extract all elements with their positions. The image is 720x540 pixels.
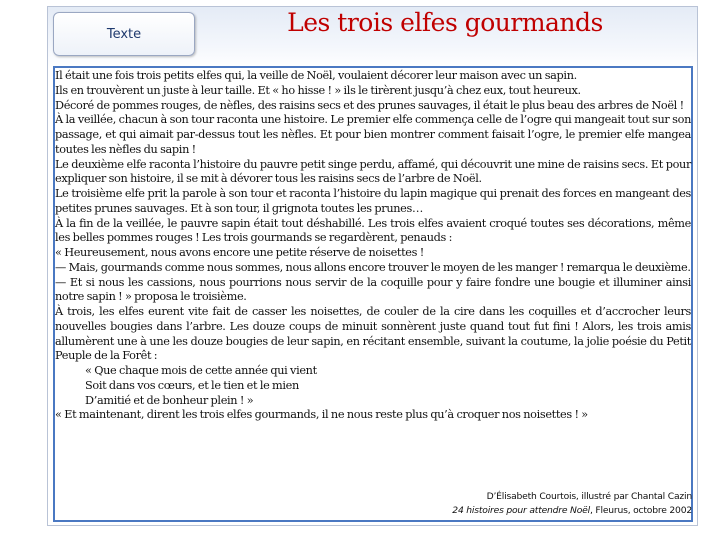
credit-publisher: , Fleurus, octobre 2002 <box>589 505 692 516</box>
paragraph: — Et si nous les cassions, nous pourrions nous servir de la coquille pour y faire fondre une bougie et illuminer ainsi notre sapin ! » proposa le troisième. <box>55 275 691 304</box>
poem-line: « Que chaque mois de cette année qui vient <box>85 364 317 377</box>
texte-tab[interactable]: Texte <box>53 12 195 56</box>
credit-author: D’Élisabeth Courtois, illustré par Chantal Cazin <box>486 491 692 502</box>
paragraph: Le troisième elfe prit la parole à son tour et raconta l’histoire du lapin magique qui prenait des forces en mangeant des petites prunes sauvages. Et à son tour, il grignota toutes les prunes… <box>55 187 691 215</box>
poem-line: D’amitié et de bonheur plein ! » <box>85 393 254 407</box>
page-title: Les trois elfes gourmands <box>287 8 603 37</box>
paragraph: À la veillée, chacun à son tour raconta une histoire. Le premier elfe commença celle de l’ogre qui mangeait tout sur son passage, et qui aimait par-dessus tout les nèfles. Et pour bien montrer comment faisait l’ogre, le premier elfe mangea toutes les nèfles du sapin ! <box>55 113 691 156</box>
paragraph: Le deuxième elfe raconta l’histoire du pauvre petit singe perdu, affamé, qui découvrit une mine de raisins secs. Et pour expliquer son histoire, il se mit à dévorer tous les raisins secs de l’arbre de Noël. <box>55 157 691 186</box>
closing-paragraph: « Et maintenant, dirent les trois elfes gourmands, il ne nous reste plus qu’à croquer nos noisettes ! » <box>55 408 588 422</box>
paragraph: À la fin de la veillée, le pauvre sapin était tout déshabillé. Les trois elfes avaient croqué toutes ses décorations, même les belles pommes rouges ! Les trois gourmands se regardèrent, penauds : <box>55 216 691 245</box>
paragraph: À trois, les elfes eurent vite fait de casser les noisettes, de couler de la cire dans les coquilles et d’accrocher leurs nouvelles bougies dans l’arbre. Les douze coups de minuit sonnèrent juste quand tout fut fini ! Alors, les trois amis allumèrent une à une les douze bougies de leur sapin, en récitant ensemble, suivant la coutume, la jolie poésie du Petit Peuple de la Forêt : <box>55 305 691 363</box>
story-text <box>55 69 691 423</box>
paragraph: Ils en trouvèrent un juste à leur taille. Et « ho hisse ! » ils le tirèrent jusqu’à chez eux, tout heureux. <box>55 83 581 97</box>
paragraph: Il était une fois trois petits elfes qui, la veille de Noël, voulaient décorer leur maison avec un sapin. <box>55 69 577 82</box>
credit <box>452 490 692 518</box>
paragraph: — Mais, gourmands comme nous sommes, nous allons encore trouver le moyen de les manger ! remarqua le deuxième. <box>55 260 691 274</box>
poem-line: Soit dans vos cœurs, et le tien et le mien <box>85 378 299 392</box>
credit-source <box>452 504 692 518</box>
credit-book-title: 24 histoires pour attendre Noël <box>452 505 590 516</box>
paragraph: Décoré de pommes rouges, de nèfles, des raisins secs et des prunes sauvages, il était le plus beau des arbres de Noël ! <box>55 98 684 112</box>
paragraph: « Heureusement, nous avons encore une petite réserve de noisettes ! <box>55 246 424 259</box>
